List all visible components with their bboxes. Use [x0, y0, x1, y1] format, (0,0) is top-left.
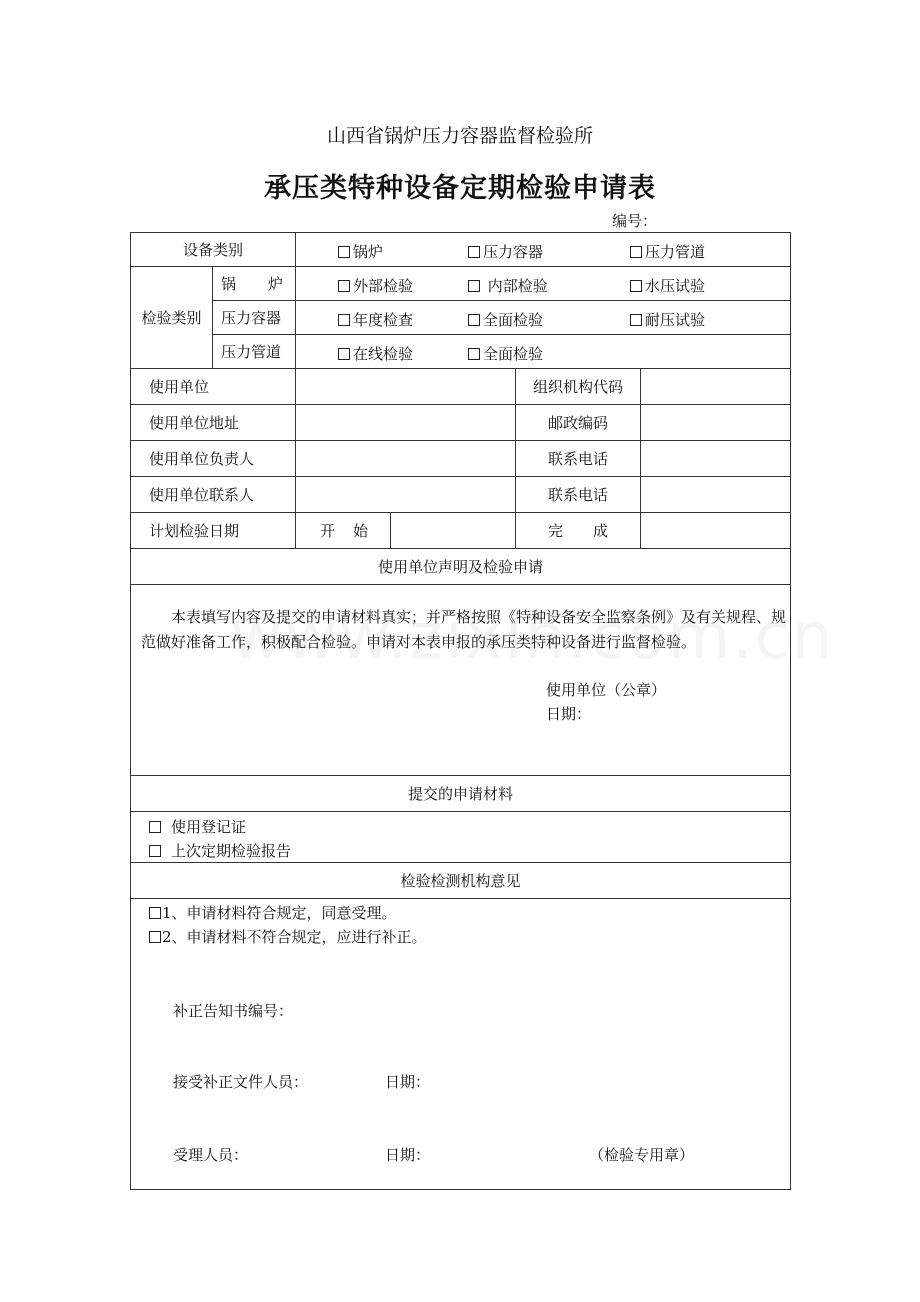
equipment-option-vessel[interactable]: 压力容器 [468, 241, 543, 262]
inspection-stamp-label: （检验专用章） [589, 1146, 695, 1164]
correction-receiver-date-label: 日期： [385, 1073, 431, 1091]
declaration-heading-row [131, 549, 791, 585]
material-last-inspection-report[interactable]: 上次定期检验报告 [149, 840, 291, 861]
inspection-type-boiler: 锅 炉 [213, 267, 296, 301]
opinion-heading-row [131, 863, 791, 899]
declaration-date-label: 日期： [546, 705, 592, 723]
user-unit-label: 使用单位 [131, 369, 296, 405]
opinion-correction-item[interactable]: 2、申请材料不符合规定，应进行补正。 [149, 926, 427, 947]
address-label: 使用单位地址 [131, 405, 296, 441]
materials-row [131, 812, 791, 863]
contact-label: 使用单位联系人 [131, 477, 296, 513]
leader-phone-field[interactable] [641, 441, 791, 477]
checkbox-icon[interactable] [468, 348, 480, 360]
postal-code-label: 邮政编码 [516, 405, 641, 441]
checkbox-icon[interactable] [630, 314, 642, 326]
option-internal-inspection[interactable]: 内部检验 [468, 275, 548, 296]
acceptor-label: 受理人员： [173, 1146, 249, 1164]
inspection-row-pipeline [131, 335, 791, 369]
leader-field[interactable] [296, 441, 516, 477]
checkbox-icon[interactable] [468, 246, 480, 258]
leader-label: 使用单位负责人 [131, 441, 296, 477]
option-full-inspection[interactable]: 全面检验 [468, 309, 543, 330]
serial-number-label: 编号： [612, 212, 658, 230]
finish-label: 完 成 [516, 513, 641, 549]
checkbox-icon[interactable] [630, 280, 642, 292]
user-unit-field[interactable] [296, 369, 516, 405]
option-pressure-test[interactable]: 耐压试验 [630, 309, 705, 330]
opinion-accept-item[interactable]: 1、申请材料符合规定，同意受理。 [149, 902, 397, 923]
plan-date-label: 计划检验日期 [131, 513, 296, 549]
form-title: 承压类特种设备定期检验申请表 [264, 173, 656, 204]
option-external-inspection[interactable]: 外部检验 [338, 275, 413, 296]
contact-field[interactable] [296, 477, 516, 513]
materials-heading: 提交的申请材料 [131, 776, 791, 812]
org-code-label: 组织机构代码 [516, 369, 641, 405]
contact-row [131, 477, 791, 513]
leader-row [131, 441, 791, 477]
start-label: 开 始 [296, 513, 391, 549]
checkbox-icon[interactable] [338, 348, 350, 360]
inspection-type-vessel: 压力容器 [213, 301, 296, 335]
option-annual-check[interactable]: 年度检查 [338, 309, 413, 330]
checkbox-icon[interactable] [149, 845, 161, 857]
inspection-row-boiler [131, 267, 791, 301]
checkbox-icon[interactable] [338, 314, 350, 326]
address-field[interactable] [296, 405, 516, 441]
checkbox-icon[interactable] [630, 246, 642, 258]
checkbox-icon[interactable] [149, 931, 161, 943]
inspection-label: 检验类别 [131, 267, 213, 369]
checkbox-icon[interactable] [338, 246, 350, 258]
option-online-inspection[interactable]: 在线检验 [338, 343, 413, 364]
inspection-row-vessel [131, 301, 791, 335]
address-row [131, 405, 791, 441]
checkbox-icon[interactable] [338, 280, 350, 292]
leader-phone-label: 联系电话 [516, 441, 641, 477]
checkbox-icon[interactable] [468, 280, 480, 292]
start-date-field[interactable] [391, 513, 516, 549]
organization-name: 山西省锅炉压力容器监督检验所 [326, 125, 593, 147]
correction-receiver-label: 接受补正文件人员： [173, 1073, 309, 1091]
checkbox-icon[interactable] [149, 821, 161, 833]
correction-notice-number-label: 补正告知书编号： [173, 1002, 294, 1020]
checkbox-icon[interactable] [149, 907, 161, 919]
opinion-row [131, 899, 791, 1190]
equipment-row [131, 233, 791, 267]
contact-phone-field[interactable] [641, 477, 791, 513]
declaration-row [131, 585, 791, 776]
user-unit-row [131, 369, 791, 405]
declaration-heading: 使用单位声明及检验申请 [131, 549, 791, 585]
declaration-text: 本表填写内容及提交的申请材料真实；并严格按照《特种设备安全监察条例》及有关规程、规范做好准备工作，积极配合检验。申请对本表申报的承压类特种设备进行监督检验。 [141, 608, 787, 651]
inspection-type-pipeline: 压力管道 [213, 335, 296, 369]
user-unit-seal-label: 使用单位（公章） [546, 681, 667, 699]
equipment-label: 设备类别 [131, 233, 296, 267]
contact-phone-label: 联系电话 [516, 477, 641, 513]
plan-date-row [131, 513, 791, 549]
option-pipeline-full-inspection[interactable]: 全面检验 [468, 343, 543, 364]
application-form-table [130, 232, 791, 1190]
finish-date-field[interactable] [641, 513, 791, 549]
option-hydro-test[interactable]: 水压试验 [630, 275, 705, 296]
equipment-option-pipeline[interactable]: 压力管道 [630, 241, 705, 262]
checkbox-icon[interactable] [468, 314, 480, 326]
postal-code-field[interactable] [641, 405, 791, 441]
equipment-option-boiler[interactable]: 锅炉 [338, 241, 383, 262]
material-registration-certificate[interactable]: 使用登记证 [149, 816, 246, 837]
acceptor-date-label: 日期： [385, 1146, 431, 1164]
org-code-field[interactable] [641, 369, 791, 405]
opinion-heading: 检验检测机构意见 [131, 863, 791, 899]
materials-heading-row [131, 776, 791, 812]
